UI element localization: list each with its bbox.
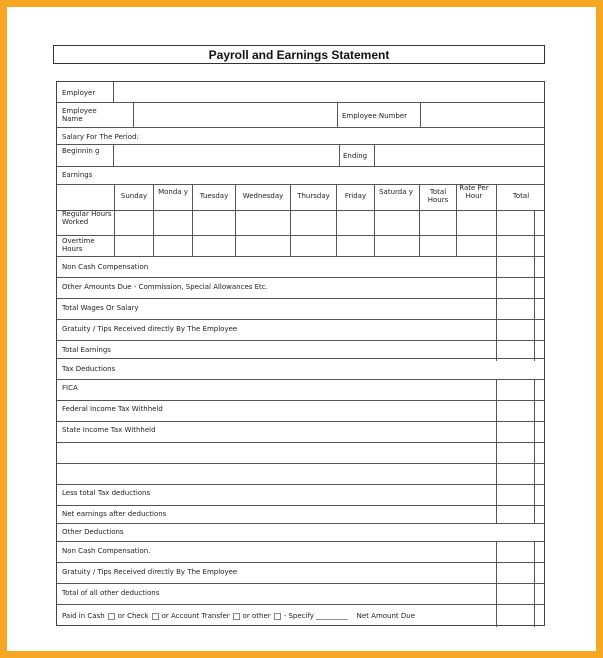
column-header: Total Hours	[427, 188, 449, 204]
rule	[57, 379, 544, 380]
earnings-line: Total Wages Or Salary	[62, 304, 139, 312]
earnings-label: Earnings	[62, 171, 93, 179]
earnings-line: Total Earnings	[62, 346, 111, 354]
ending-field[interactable]	[376, 145, 543, 165]
rule	[57, 583, 544, 584]
tax-deductions-label: Tax Deductions	[62, 365, 116, 373]
beginning-label: Beginnin g	[62, 147, 100, 155]
column-rule	[534, 541, 535, 627]
tax-total-line: Net earnings after deductions	[62, 510, 167, 518]
rule	[57, 505, 544, 506]
column-rule	[374, 184, 375, 256]
column-header: Saturda y	[379, 188, 413, 196]
rule	[57, 319, 544, 320]
employee-number-label: Employee Number	[342, 112, 408, 120]
column-rule	[420, 102, 421, 127]
column-rule	[133, 102, 134, 127]
specify-label: - Specify _________	[283, 612, 348, 620]
payroll-form	[56, 81, 545, 626]
other-line: Gratuity / Tips Received directly By The Employee	[62, 568, 238, 576]
transfer-checkbox[interactable]	[233, 613, 240, 620]
account-transfer-label: or Account Transfer	[161, 612, 230, 620]
tax-line: State Income Tax Withheld	[62, 426, 156, 434]
employee-number-field[interactable]	[422, 103, 543, 126]
rule	[57, 358, 544, 359]
column-header: Tuesday	[199, 192, 229, 200]
rule	[57, 604, 544, 605]
column-header: Friday	[344, 192, 367, 200]
rule	[57, 256, 544, 257]
rule	[57, 298, 544, 299]
other-line: Total of all other deductions	[62, 589, 160, 597]
check-checkbox[interactable]	[152, 613, 159, 620]
employer-field[interactable]	[115, 83, 543, 101]
rule	[57, 562, 544, 563]
rule	[57, 400, 544, 401]
cash-checkbox[interactable]	[108, 613, 115, 620]
employer-label: Employer	[62, 89, 96, 97]
column-rule	[113, 82, 114, 102]
salary-period-label: Salary For The Period:	[62, 133, 139, 141]
column-header: Sunday	[120, 192, 148, 200]
check-label: or Check	[117, 612, 149, 620]
employee-name-field[interactable]	[135, 103, 335, 126]
other-checkbox[interactable]	[274, 613, 281, 620]
rule	[57, 340, 544, 341]
rule	[57, 421, 544, 422]
payment-method-line	[62, 612, 415, 620]
rule	[57, 442, 544, 443]
column-header: Rate Per Hour	[459, 184, 489, 200]
rule	[57, 523, 544, 524]
rule	[57, 541, 544, 542]
rule	[57, 166, 544, 167]
net-amount-due-label: Net Amount Due	[356, 612, 416, 620]
rule	[57, 463, 544, 464]
column-rule	[496, 379, 497, 523]
rule	[57, 277, 544, 278]
ending-label: Ending	[343, 152, 368, 160]
earnings-line: Other Amounts Due - Commission, Special Allowances Etc.	[62, 283, 268, 291]
rule	[57, 127, 544, 128]
column-rule	[534, 379, 535, 523]
tax-line: FICA	[62, 384, 78, 392]
column-rule	[534, 256, 535, 361]
column-header: Total	[512, 192, 530, 200]
column-rule	[456, 184, 457, 256]
paid-in-cash-label: Paid in Cash	[62, 612, 105, 620]
rule	[57, 210, 544, 211]
column-rule	[113, 144, 114, 166]
column-header: Thursday	[297, 192, 330, 200]
other-label: or other	[242, 612, 271, 620]
rule	[57, 235, 544, 236]
rule	[57, 484, 544, 485]
tax-total-line: Less total Tax deductions	[62, 489, 151, 497]
statement-sheet	[7, 7, 596, 651]
regular-hours-label: Regular Hours Worked	[62, 210, 112, 226]
statement-title: Payroll and Earnings Statement	[53, 45, 545, 64]
column-header: Wednesday	[242, 192, 284, 200]
column-rule	[339, 144, 340, 166]
column-rule	[153, 184, 154, 256]
employee-name-label: Employee Name	[62, 107, 97, 123]
column-header: Monda y	[158, 188, 188, 196]
column-rule	[534, 210, 535, 256]
other-deductions-label: Other Deductions	[62, 528, 124, 536]
tax-line: Federal Income Tax Withheld	[62, 405, 163, 413]
column-rule	[374, 144, 375, 166]
earnings-line: Non Cash Compensation	[62, 263, 149, 271]
earnings-line: Gratuity / Tips Received directly By The Employee	[62, 325, 238, 333]
beginning-field[interactable]	[115, 145, 337, 165]
other-line: Non Cash Compensation.	[62, 547, 151, 555]
column-rule	[496, 541, 497, 627]
column-rule	[337, 102, 338, 127]
column-rule	[496, 256, 497, 361]
overtime-hours-label: Overtime Hours	[62, 237, 95, 253]
